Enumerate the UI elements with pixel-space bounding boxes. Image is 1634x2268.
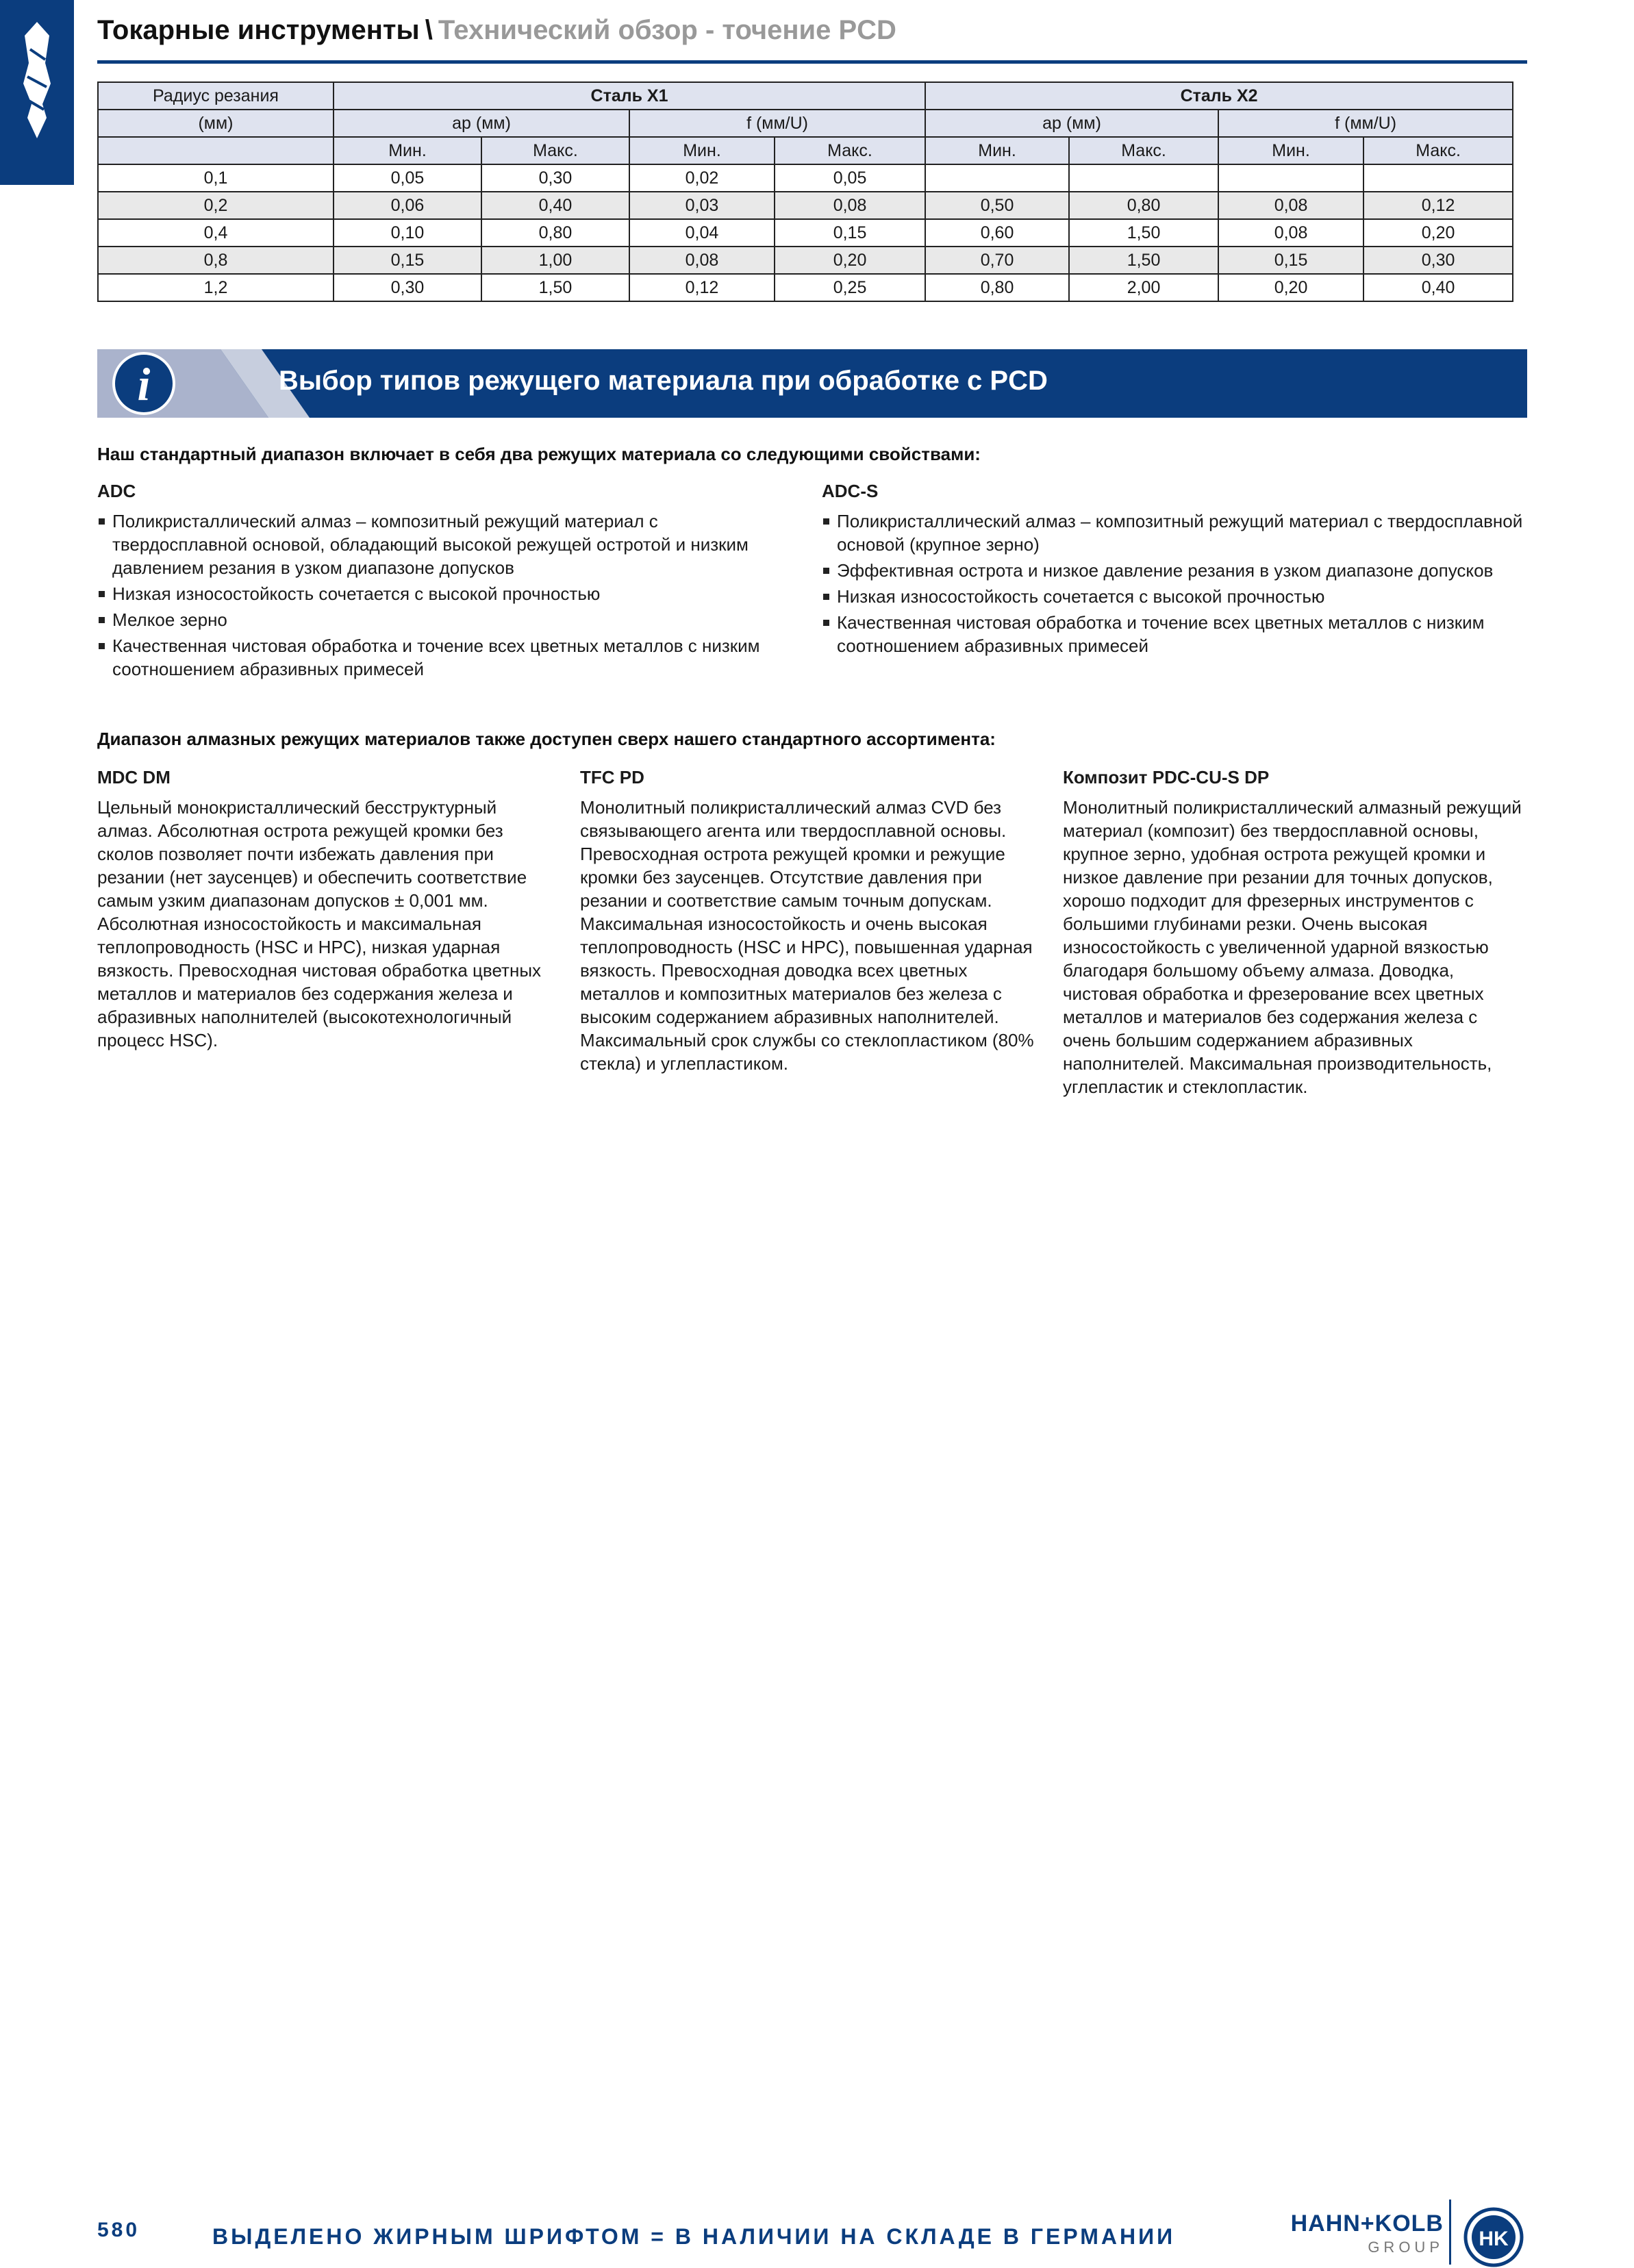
group-steel-x2: Сталь X2 [925,82,1513,110]
f-header: f (мм/U) [1218,110,1513,137]
table-cell: 0,30 [334,274,481,301]
table-cell: 0,15 [334,247,481,274]
table-cell: 0,20 [775,247,925,274]
list-item: Низкая износостойкость сочетается с высокой прочностью [822,585,1527,608]
table-cell: 0,80 [1069,192,1218,219]
table-header-row [98,137,1513,164]
table-cell: 0,50 [925,192,1069,219]
table-cell: 0,12 [629,274,775,301]
brand-group: GROUP [1368,2239,1444,2256]
adc-s-block [822,479,1527,660]
min-header: Мин. [925,137,1069,164]
intro-text-2: Диапазон алмазных режущих материалов также доступен сверх нашего стандартного ассортимента: [97,729,996,749]
section-tab [0,0,74,185]
stock-note: ВЫДЕЛЕНО ЖИРНЫМ ШРИФТОМ = В НАЛИЧИИ НА СКЛАДЕ В ГЕРМАНИИ [212,2224,1176,2249]
table-cell: 1,50 [1069,219,1218,247]
header-rule [97,60,1527,64]
ap-header: ap (мм) [925,110,1218,137]
title-separator: \ [425,15,433,45]
table-cell: 0,2 [98,192,334,219]
table-cell: 0,8 [98,247,334,274]
list-item: Мелкое зерно [97,608,789,631]
section-banner [97,349,1527,418]
table-row [98,192,1513,219]
mdc-title: MDC DM [97,767,171,788]
table-cell: 0,60 [925,219,1069,247]
empty-cell [98,137,334,164]
f-header: f (мм/U) [629,110,925,137]
intro-text: Наш стандартный диапазон включает в себя два режущих материала со следующими свойствами: [97,444,981,464]
table-cell: 0,15 [775,219,925,247]
min-header: Мин. [334,137,481,164]
table-cell: 0,08 [1218,219,1363,247]
tfc-block [580,766,1039,1075]
adc-list [97,509,789,681]
table-cell: 0,25 [775,274,925,301]
adc-s-title: ADC-S [822,481,879,501]
table-cell: 0,12 [1363,192,1513,219]
max-header: Макс. [775,137,925,164]
table-cell: 0,70 [925,247,1069,274]
table-cell: 0,80 [925,274,1069,301]
list-item: Поликристаллический алмаз – композитный режущий материал с твердосплавной основой, обладающий высокой режущей остротой и низким давлением резания в узком диапазоне допусков [97,509,789,579]
adc-title: ADC [97,481,136,501]
brand-logo [1238,2210,1444,2256]
table-row [98,247,1513,274]
page-number: 580 [97,2219,140,2241]
cutting-parameters-table [97,81,1513,302]
table-row [98,164,1513,192]
list-item: Эффективная острота и низкое давление резания в узком диапазоне допусков [822,559,1527,582]
radius-label: Радиус резания [98,82,334,110]
section-subtitle: Технический обзор - точение PCD [438,15,896,45]
adc-block [97,479,789,683]
section-title: Токарные инструменты [97,15,420,45]
table-cell: 0,20 [1363,219,1513,247]
table-cell [1363,164,1513,192]
ap-header: ap (мм) [334,110,629,137]
list-item: Качественная чистовая обработка и точение всех цветных металлов с низким соотношением абразивных примесей [97,634,789,681]
table-cell [925,164,1069,192]
table-cell: 0,08 [1218,192,1363,219]
mdc-block [97,766,556,1052]
svg-text:HK: HK [1479,2228,1509,2250]
logo-divider [1449,2200,1451,2265]
table-cell: 0,08 [629,247,775,274]
table-cell: 0,05 [775,164,925,192]
table-cell: 0,80 [481,219,629,247]
pdc-block [1063,766,1527,1098]
brand-name: HAHN+KOLB [1290,2210,1444,2236]
page-header [97,15,1527,63]
table-cell: 0,02 [629,164,775,192]
table-cell: 1,2 [98,274,334,301]
table-cell: 0,08 [775,192,925,219]
table-cell: 0,20 [1218,274,1363,301]
brand-mark-icon [1463,2206,1524,2268]
list-item: Низкая износостойкость сочетается с высокой прочностью [97,582,789,605]
tfc-text: Монолитный поликристаллический алмаз CVD без связывающего агента или твердосплавной основы. Превосходная острота режущей кромки и режущие кромки без заусенцев. Отсутствие давления при резании и соответствие самым точным допускам. Максимальная износостойкость и очень высокая теплопроводность (HSC и HPC), повышенная ударная вязкость. Превосходная доводка всех цветных металлов и композитных материалов без железа с высоким содержанием абразивных наполнителей. Максимальный срок службы со стеклопластиком (80% стекла) и углепластиком. [580,797,1034,1074]
table-cell: 1,50 [1069,247,1218,274]
table-cell: 1,00 [481,247,629,274]
table-cell: 0,30 [1363,247,1513,274]
min-header: Мин. [629,137,775,164]
table-cell: 0,40 [481,192,629,219]
group-steel-x1: Сталь X1 [334,82,925,110]
pdc-text: Монолитный поликристаллический алмазный режущий материал (композит) без твердосплавной основы, крупное зерно, удобная острота режущей кромки и низкое давление при резании для точных допусков, хорошо подходит для фрезерных инструментов с большими глубинами резки. Очень высокая износостойкость с увеличенной ударной вязкостью благодаря большому объему алмаза. Доводка, чистовая обработка и фрезерование всех цветных металлов и материалов без содержания железа с очень большим содержанием абразивных наполнителей. Максимальная производительность, углепластик и стеклопластик. [1063,797,1522,1097]
list-item: Поликристаллический алмаз – композитный режущий материал с твердосплавной основой (крупное зерно) [822,509,1527,556]
table-cell: 0,40 [1363,274,1513,301]
info-icon: i [112,352,175,415]
table-header-row [98,82,1513,110]
tfc-title: TFC PD [580,767,644,788]
max-header: Макс. [1363,137,1513,164]
pdc-title: Композит PDC-CU-S DP [1063,767,1270,788]
max-header: Макс. [1069,137,1218,164]
table-cell: 0,05 [334,164,481,192]
table-cell: 0,03 [629,192,775,219]
table-row [98,219,1513,247]
banner-title: Выбор типов режущего материала при обработке с PCD [279,366,1048,396]
adc-s-list [822,509,1527,657]
table-row [98,274,1513,301]
table-cell: 0,1 [98,164,334,192]
table-cell: 0,30 [481,164,629,192]
table-cell [1069,164,1218,192]
max-header: Макс. [481,137,629,164]
mdc-text: Цельный монокристаллический бесструктурный алмаз. Абсолютная острота режущей кромки без сколов позволяет почти избежать давления при резании (нет заусенцев) и обеспечить соответствие самым узким диапазонам допусков ± 0,001 мм. Абсолютная износостойкость и максимальная теплопроводность (HSC и HPC), низкая ударная вязкость. Превосходная чистовая обработка цветных металлов и материалов без содержания железа и абразивных наполнителей (высокотехнологичный процесс HSC). [97,797,542,1050]
table-cell: 1,50 [481,274,629,301]
table-cell: 0,06 [334,192,481,219]
table-cell: 0,10 [334,219,481,247]
table-cell: 0,04 [629,219,775,247]
radius-unit: (мм) [98,110,334,137]
table-cell: 2,00 [1069,274,1218,301]
min-header: Мин. [1218,137,1363,164]
table-header-row [98,110,1513,137]
table-cell [1218,164,1363,192]
drill-icon [15,22,59,138]
list-item: Качественная чистовая обработка и точение всех цветных металлов с низким соотношением абразивных примесей [822,611,1527,657]
table-cell: 0,15 [1218,247,1363,274]
table-cell: 0,4 [98,219,334,247]
